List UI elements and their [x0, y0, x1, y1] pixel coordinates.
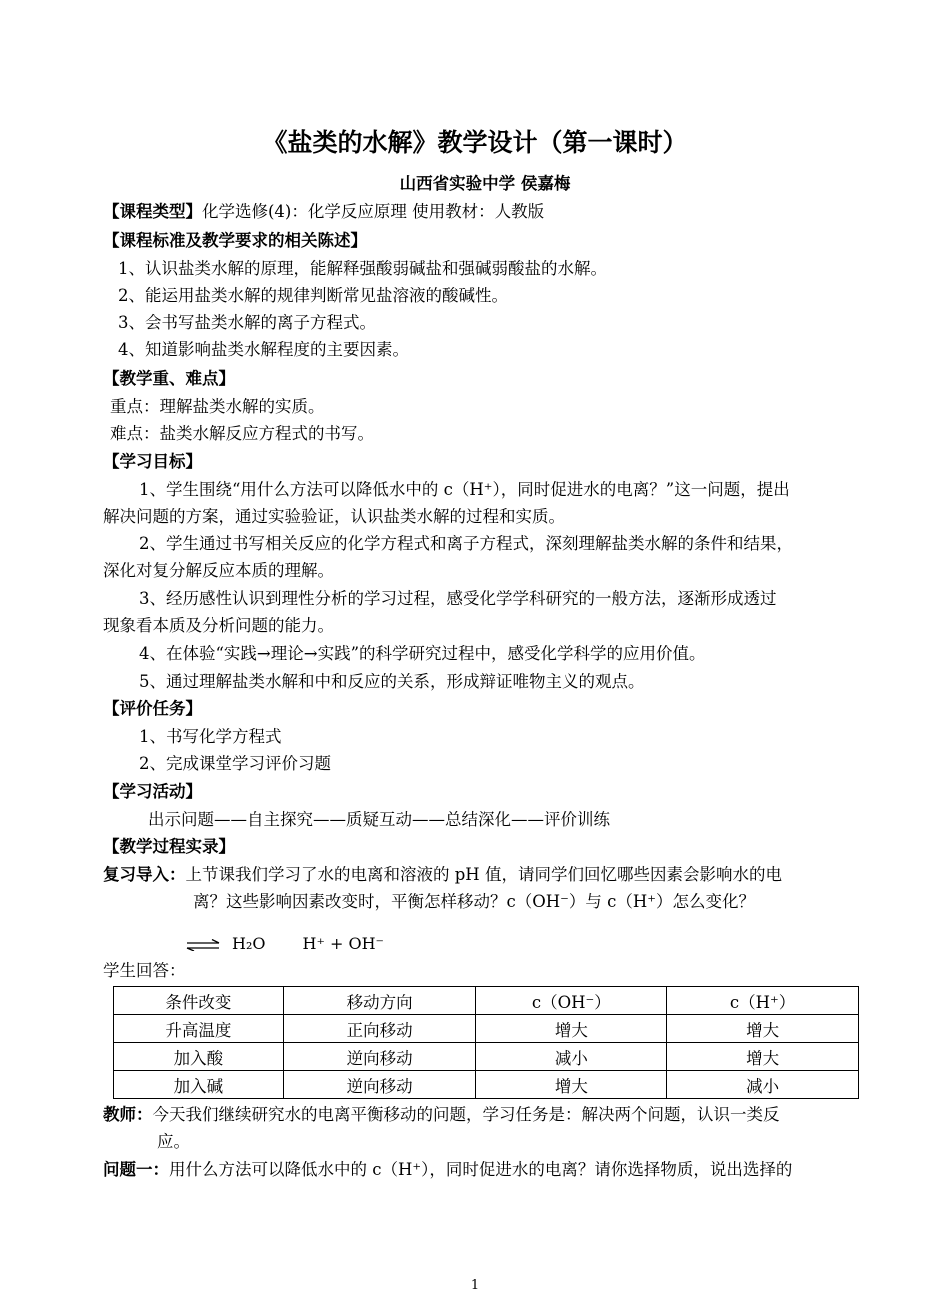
author-line: 山西省实验中学 侯嘉梅 — [399, 174, 571, 193]
table-cell: 增大 — [667, 1015, 859, 1043]
objectives-heading: 【学习目标】 — [103, 452, 202, 471]
activities-text: 出示问题——自主探究——质疑互动——总结深化——评价训练 — [148, 810, 610, 829]
table-header-cell: c（OH⁻） — [476, 987, 667, 1015]
course-type-text: 化学选修(4)：化学反应原理 使用教材：人教版 — [202, 202, 545, 221]
objective-line: 深化对复分解反应本质的理解。 — [103, 561, 334, 580]
activities-heading: 【学习活动】 — [103, 782, 202, 801]
teacher-line-2: 应。 — [157, 1132, 190, 1151]
table-cell: 增大 — [476, 1071, 667, 1099]
objective-line: 3、经历感性认识到理性分析的学习过程，感受化学学科研究的一般方法，逐渐形成透过 — [139, 589, 777, 608]
teacher-label: 教师： — [103, 1105, 153, 1124]
standard-item: 1、认识盐类水解的原理，能解释强酸弱碱盐和强碱弱酸盐的水解。 — [118, 259, 607, 278]
table-cell: 减小 — [667, 1071, 859, 1099]
table-cell: 逆向移动 — [283, 1071, 476, 1099]
table-cell: 加入碱 — [114, 1071, 284, 1099]
review-line — [103, 864, 782, 886]
document-title: 《盐类的水解》教学设计（第一课时） — [262, 128, 688, 157]
key-point-item: 重点：理解盐类水解的实质。 — [110, 397, 325, 416]
question-one-text: 用什么方法可以降低水中的 c（H⁺），同时促进水的电离？请你选择物质，说出选择的 — [169, 1160, 793, 1179]
table-cell: 逆向移动 — [283, 1043, 476, 1071]
evaluation-heading: 【评价任务】 — [103, 699, 202, 718]
question-one-line — [103, 1159, 792, 1181]
objective-line: 解决问题的方案，通过实验验证，认识盐类水解的过程和实质。 — [103, 507, 565, 526]
teacher-text: 今天我们继续研究水的电离平衡移动的问题，学习任务是：解决两个问题，认识一类反 — [152, 1105, 780, 1124]
table-cell: 升高温度 — [114, 1015, 284, 1043]
equilibrium-arrow-icon — [186, 939, 220, 951]
objective-line: 2、学生通过书写相关反应的化学方程式和离子方程式，深刻理解盐类水解的条件和结果， — [139, 534, 793, 553]
question-one-label: 问题一： — [103, 1160, 169, 1179]
table-row — [114, 1043, 859, 1071]
objective-line: 现象看本质及分析问题的能力。 — [103, 616, 334, 635]
table-row — [114, 1071, 859, 1099]
course-type-line — [103, 201, 544, 223]
teacher-line — [103, 1104, 780, 1126]
table-cell: 正向移动 — [283, 1015, 476, 1043]
table-header-row — [114, 987, 859, 1015]
key-point-item: 难点：盐类水解反应方程式的书写。 — [110, 424, 374, 443]
course-type-label: 【课程类型】 — [103, 202, 202, 221]
table-cell: 增大 — [667, 1043, 859, 1071]
standard-item: 3、会书写盐类水解的离子方程式。 — [118, 313, 376, 332]
water-ionization-equation — [186, 933, 384, 955]
process-heading: 【教学过程实录】 — [103, 837, 235, 856]
standard-item: 4、知道影响盐类水解程度的主要因素。 — [118, 340, 409, 359]
review-text: 上节课我们学习了水的电离和溶液的 pH 值，请同学们回忆哪些因素会影响水的电 — [185, 865, 782, 884]
standards-heading: 【课程标准及教学要求的相关陈述】 — [103, 231, 367, 250]
student-answer-label: 学生回答： — [103, 961, 186, 980]
table-row — [114, 1015, 859, 1043]
key-points-heading: 【教学重、难点】 — [103, 369, 235, 388]
objective-line: 4、在体验“实践→理论→实践”的科学研究过程中，感受化学科学的应用价值。 — [139, 644, 706, 663]
objective-line: 5、通过理解盐类水解和中和反应的关系，形成辩证唯物主义的观点。 — [139, 672, 645, 691]
evaluation-item: 2、完成课堂学习评价习题 — [139, 754, 331, 773]
page-number: 1 — [470, 1278, 480, 1293]
table-header-cell: 移动方向 — [283, 987, 476, 1015]
table-cell: 加入酸 — [114, 1043, 284, 1071]
equation-right: H⁺ + OH⁻ — [302, 934, 384, 953]
standard-item: 2、能运用盐类水解的规律判断常见盐溶液的酸碱性。 — [118, 286, 508, 305]
table-header-cell: c（H⁺） — [667, 987, 859, 1015]
equilibrium-shift-table — [113, 986, 859, 1099]
evaluation-item: 1、书写化学方程式 — [139, 727, 282, 746]
table-header-cell: 条件改变 — [114, 987, 284, 1015]
review-line-2: 离？这些影响因素改变时，平衡怎样移动？c（OH⁻）与 c（H⁺）怎么变化？ — [193, 892, 755, 911]
table-cell: 增大 — [476, 1015, 667, 1043]
table-cell: 减小 — [476, 1043, 667, 1071]
objective-line: 1、学生围绕“用什么方法可以降低水中的 c（H⁺），同时促进水的电离？”这一问题，提出 — [139, 480, 790, 499]
review-label: 复习导入： — [103, 865, 186, 884]
equation-left: H₂O — [232, 934, 266, 953]
